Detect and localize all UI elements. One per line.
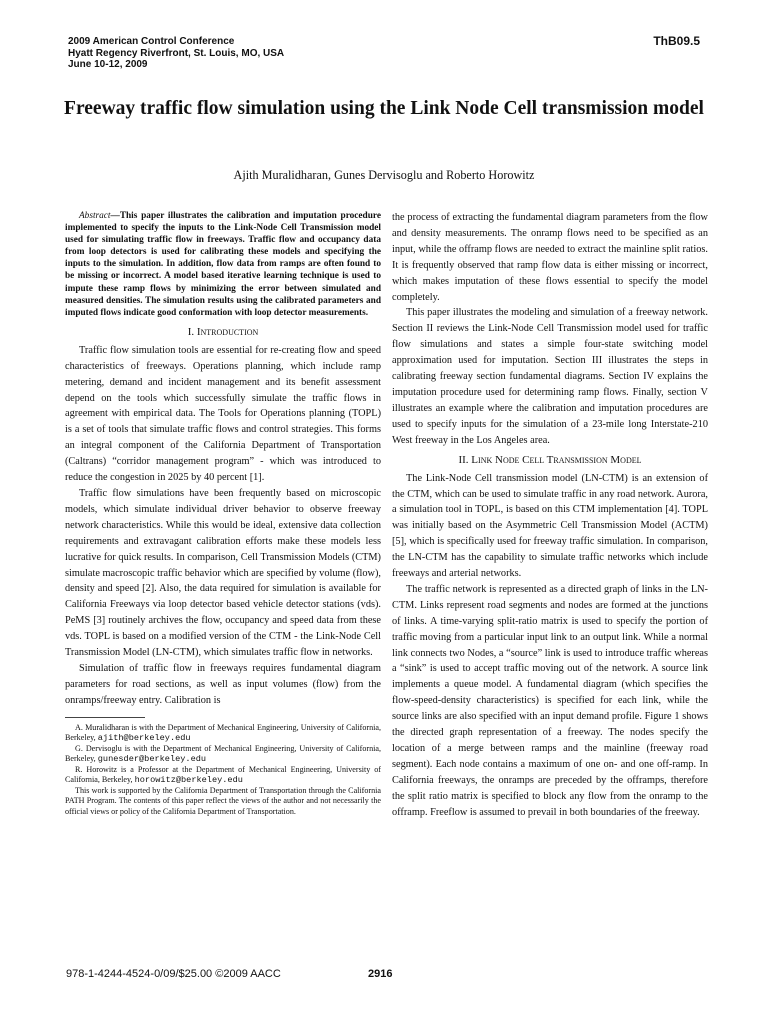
conference-date: June 10-12, 2009 bbox=[68, 59, 148, 70]
intro-paragraph-4: This paper illustrates the modeling and simulation of a freeway network. Section II reviews the Link-Node Cell Transmission model used for traffic flow simulations and states a simple four-state switching model approximation used for imputation. Section III illustrates the steps in calibrating freeway section fundamental diagrams. Section IV explains the imputation procedure used for determining ramp flows. Finally, section V illustrates an example where the calibration and imputation procedures are used to specify inputs for the simulation of a 23-mile long Interstate-210 West freeway in the Los Angeles area. bbox=[392, 307, 708, 446]
footnote-1 bbox=[65, 723, 381, 744]
footnote-3-text: R. Horowitz is a Professor at the Department of Mechanical Engineering, University of California, Berkeley, bbox=[65, 764, 381, 785]
lnctm-paragraph-2: The traffic network is represented as a directed graph of links in the LN-CTM. Links represent road segments and nodes are formed at the junctions of links. A time-varying split-ratio matrix is used to specify the portion of traffic moving from a particular input link to an output link. While a normal link connects two Nodes, a “source” link is used to introduce traffic whereas a “sink” is used to accept traffic moving out of the network. A source link implements a queue model. A fundamental diagram (which specifies the flow-speed-density characteristics) is specified for each link, while the source links are also specified with an input demand profile. Figure 1 shows the directed graph representation of a freeway. The nodes specify the location of a merge between ramps and the mainline (freeway road segment). Each node contains a maximum of one on- and one off-ramp. In California freeways, the onramps are preceded by the offramps, therefore the split ratio matrix is specified to block any flow from the onramp to the offramp. Freeflow is assumed to prevail in both boundaries of the freeway. bbox=[392, 583, 708, 818]
lnctm-paragraph-1: The Link-Node Cell transmission model (LN-CTM) is an extension of the CTM, which can be used to simulate traffic in any road network. Aurora, a simulation tool in TOPL, is based on this CTM implementation [4]. TOPL was initially based on the Asymmetric Cell Transmission Model (ACTM) [5], which is specifically used for freeway traffic simulation. In comparison, the LN-CTM has the capability to simulate traffic networks which include freeways and arterial networks. bbox=[392, 472, 708, 580]
left-column bbox=[65, 210, 381, 817]
abstract-dash: — bbox=[110, 211, 120, 221]
abstract bbox=[65, 210, 381, 319]
footnotes bbox=[65, 723, 381, 818]
intro-paragraph-3: Simulation of traffic flow in freeways requires fundamental diagram parameters for road sections, as well as input volumes (flow) from the onramps/freeway entry. Calibration is bbox=[65, 662, 381, 706]
intro-paragraph-1: Traffic flow simulation tools are essential for re-creating flow and speed characteristics of freeways. Operations planning, which include ramp metering, demand and incident management and its benefit assessment depend on the tools which successfully simulate the traffic flows in agreement with empirical data. The Tools for Operations planning (TOPL) is a set of tools that simulate traffic flows and control strategies. This forms an integral component of the California Department of Transportation (Caltrans) “corridor management program” - which was introduced to reduce the congestion in 2025 by 40 percent [1]. bbox=[65, 344, 381, 484]
footnote-1-text: A. Muralidharan is with the Department of Mechanical Engineering, University of California, Berkeley, bbox=[65, 722, 381, 743]
paper-title: Freeway traffic flow simulation using the Link Node Cell transmission model bbox=[64, 98, 704, 119]
section-heading-introduction: I. Introduction bbox=[187, 325, 259, 338]
paper-authors: Ajith Muralidharan, Gunes Dervisoglu and Roberto Horowitz bbox=[233, 168, 535, 182]
isbn-copyright: 978-1-4244-4524-0/09/$25.00 ©2009 AACC bbox=[66, 968, 281, 980]
footnote-3-email[interactable]: horowitz@berkeley.edu bbox=[134, 775, 243, 786]
paper-code: ThB09.5 bbox=[653, 34, 700, 48]
conference-venue: Hyatt Regency Riverfront, St. Louis, MO, USA bbox=[68, 47, 285, 59]
conference-name: 2009 American Control Conference bbox=[68, 36, 235, 47]
footnote-3 bbox=[65, 765, 381, 786]
footnote-4: This work is supported by the California Department of Transportation through the California PATH Program. The contents of this paper reflect the views of the author and not necessarily the official views or policy of the California Department of Transportation. bbox=[65, 785, 381, 816]
page-number: 2916 bbox=[368, 968, 393, 980]
intro-paragraph-2: Traffic flow simulations have been frequently based on microscopic models, which simulate individual driver behavior to observe freeway network characteristics. While this would be ideal, extensive data collection requirements and extravagant calibration efforts make these models less lucrative for quick results. In comparison, Cell Transmission Models (CTM) simulate macroscopic traffic behavior which are specified by volume (flow), density and speed [2]. Also, the data required for simulation is available for California Freeways via loop detector based vehicle detector stations (vds). PeMS [3] routinely archives the flow, occupancy and speed data from these vds. TOPL is based on a modified version of the CTM - the Link-Node Cell Transmission Model (LN-CTM), which simulates traffic flow in networks. bbox=[65, 488, 381, 659]
intro-paragraph-3-continued: the process of extracting the fundamental diagram parameters from the flow and density measurements. The onramp flows need to be specified as an input, while the offramp flows are needed to extract the mainline split ratios. It is frequently observed that ramp flow data is either missing or incorrect, which makes imputation of these flows essential to specify the model completely. bbox=[392, 212, 708, 303]
footnote-2-email[interactable]: gunesder@berkeley.edu bbox=[97, 754, 207, 765]
footnote-divider bbox=[65, 717, 145, 718]
conference-header bbox=[68, 36, 284, 71]
footnote-1-email[interactable]: ajith@berkeley.edu bbox=[97, 733, 191, 744]
abstract-lead: Abstract bbox=[79, 211, 111, 221]
section-heading-lnctm: II. Link Node Cell Transmission Model bbox=[458, 453, 642, 466]
footnote-2 bbox=[65, 744, 381, 765]
abstract-text: This paper illustrates the calibration and imputation procedure implemented to specify the inputs to the Link-Node Cell Transmission model used for simulating traffic flow in freeways. Traffic flow and occupancy data from loop detectors is used for calibrating these models and specifying the inputs to the simulation. In addition, flow data from ramps are often found to be missing or incorrect. A model based iterative learning technique is used to impute these ramp flows by minimizing the error between simulated and measured densities. The simulation results using the calibrated parameters and imputed flows indicate good conformation with loop detector measurements. bbox=[65, 211, 381, 318]
right-column bbox=[392, 210, 708, 821]
footnote-2-text: G. Dervisoglu is with the Department of Mechanical Engineering, University of California, Berkeley, bbox=[65, 743, 381, 764]
